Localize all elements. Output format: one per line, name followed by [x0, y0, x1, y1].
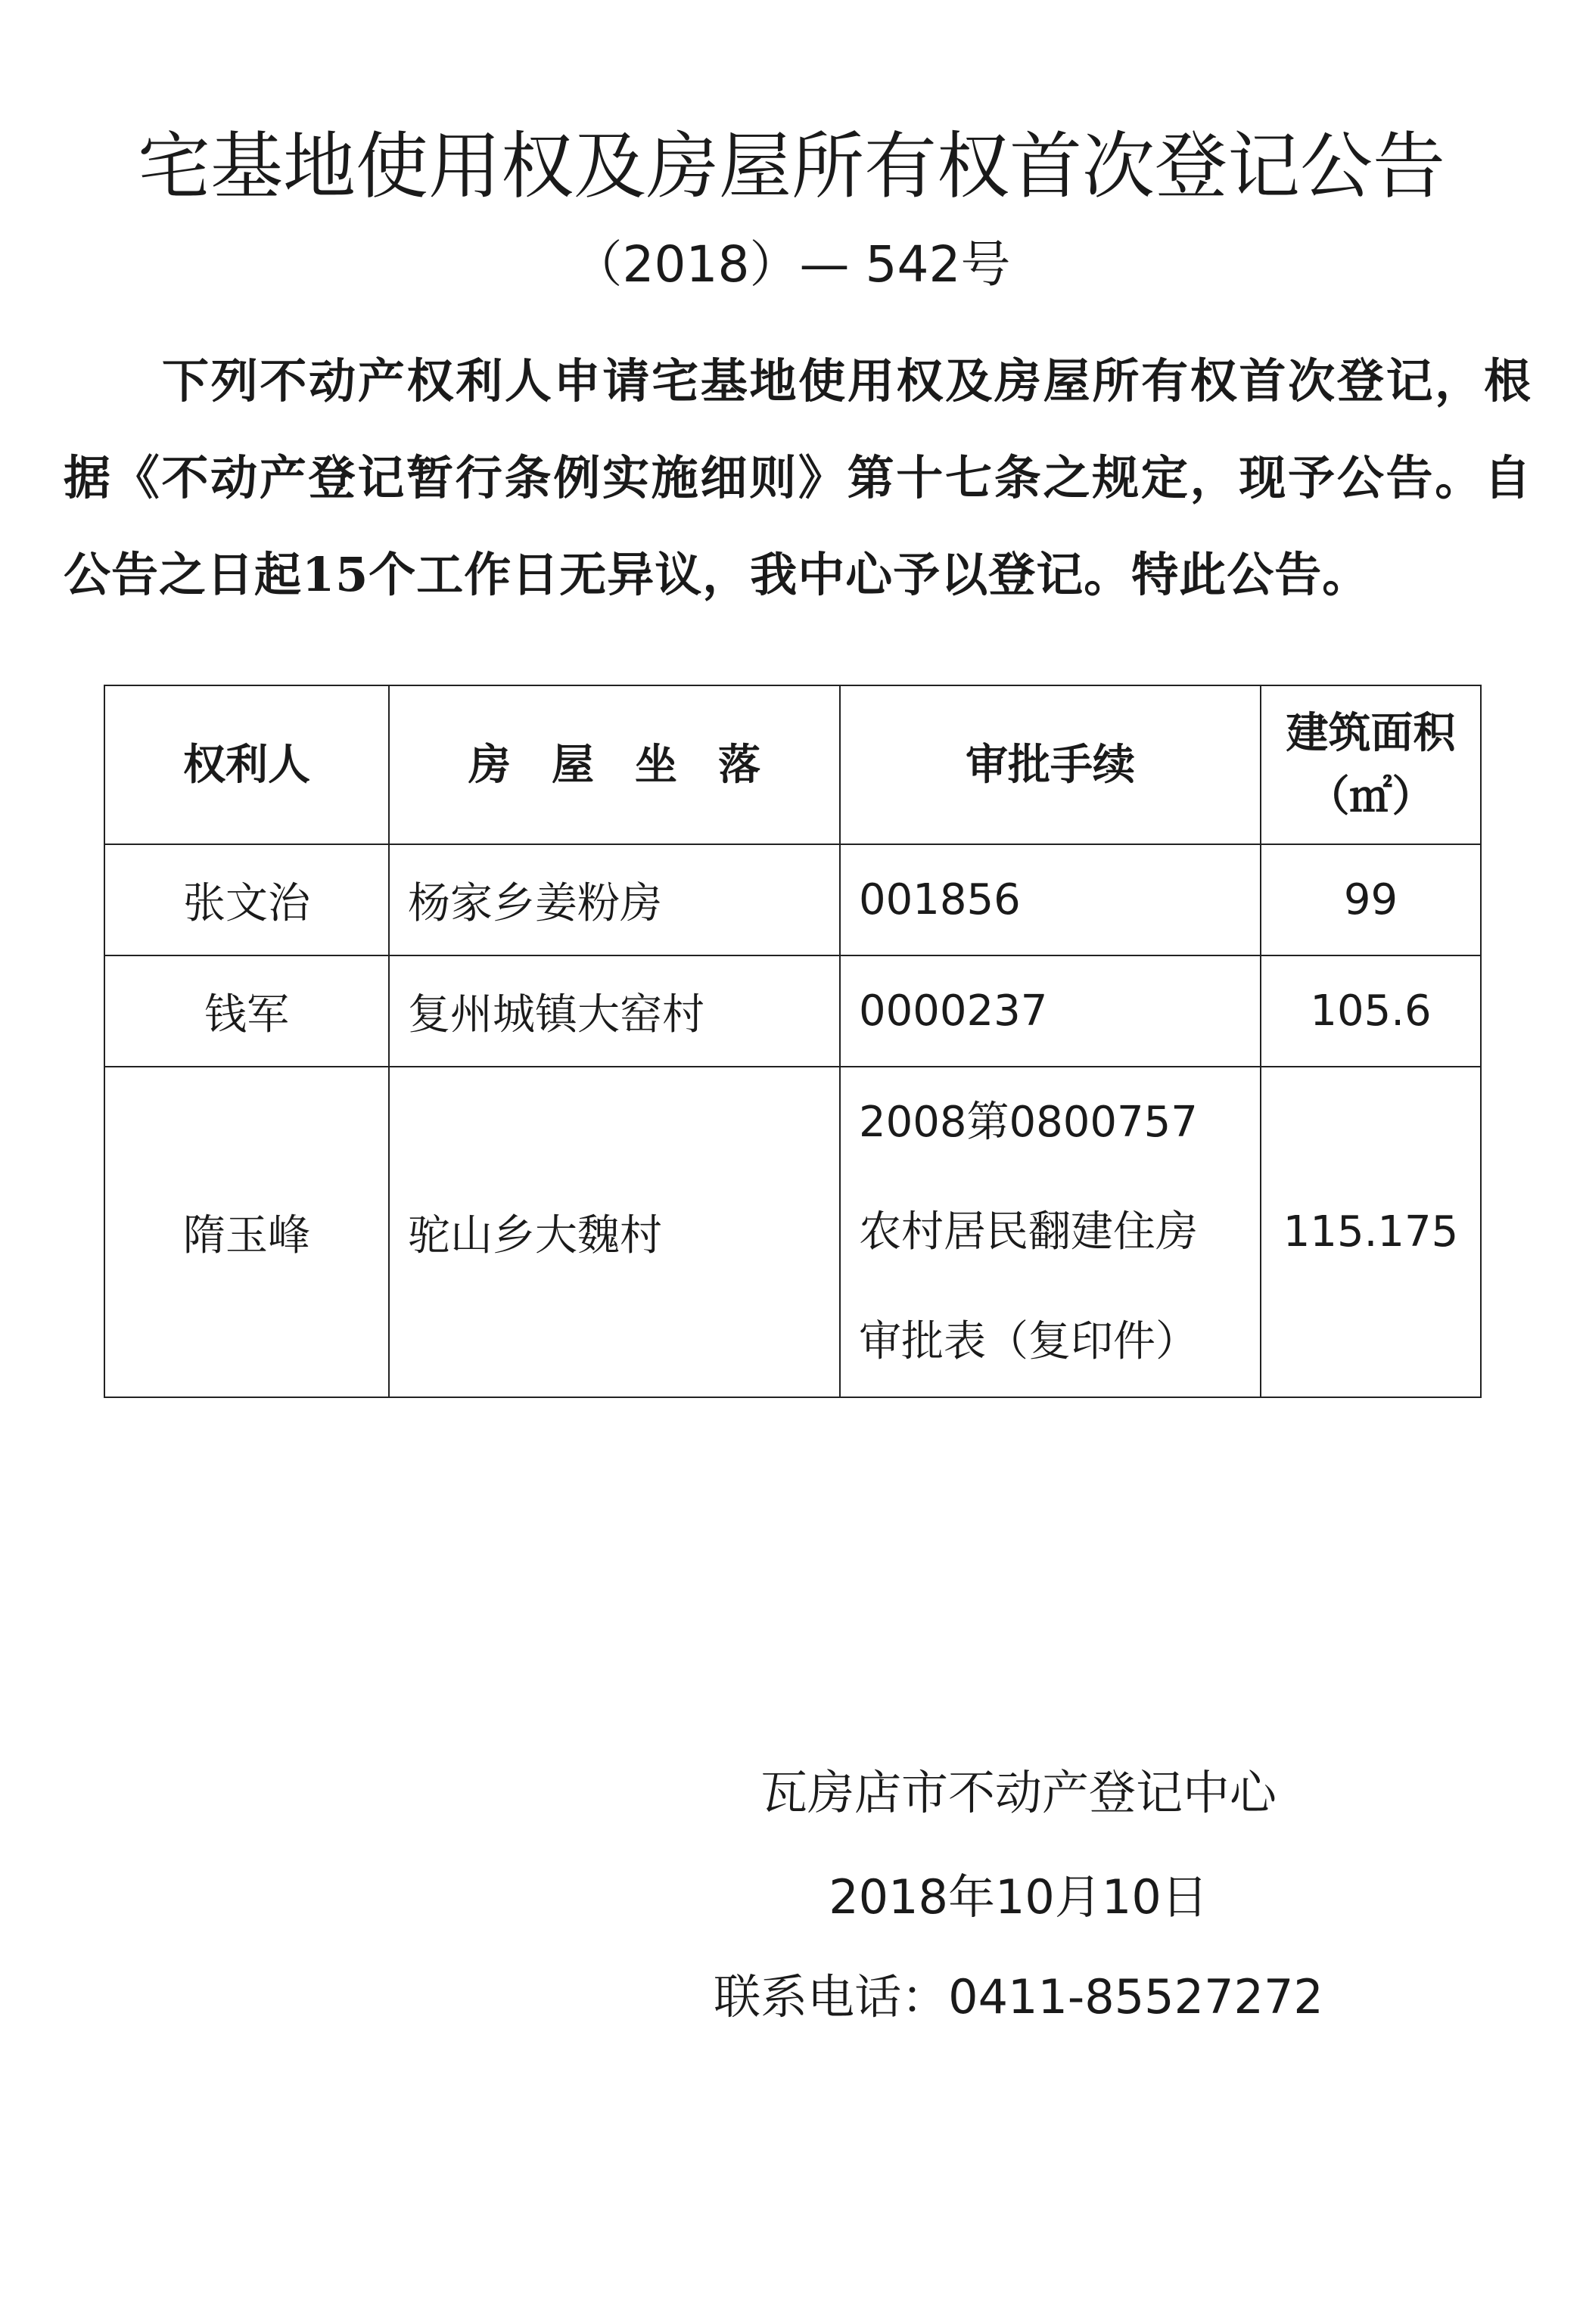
cell-approval-line: 审批表（复印件）: [859, 1317, 1198, 1366]
header-area-line2: （㎡）: [1307, 772, 1435, 822]
cell-approval-line: 2008第0800757: [859, 1098, 1198, 1147]
cell-area: 115.175: [1261, 1067, 1481, 1397]
header-area: [1261, 685, 1481, 844]
issuer-name: 瓦房店市不动产登记中心: [760, 1765, 1277, 1820]
table-header-row: [104, 685, 1481, 844]
cell-approval: 001856: [840, 844, 1261, 955]
registration-table: [104, 685, 1482, 1398]
notice-number: （2018）— 542号: [572, 235, 1011, 294]
cell-approval-line: 农村居民翻建住房: [859, 1207, 1198, 1257]
cell-approval: [840, 1067, 1261, 1397]
header-holder: 权利人: [104, 685, 389, 844]
table-row: [104, 955, 1481, 1067]
cell-approval: 0000237: [840, 955, 1261, 1067]
cell-location: 杨家乡姜粉房: [389, 844, 840, 955]
cell-holder: 隋玉峰: [104, 1067, 389, 1397]
cell-location: 复州城镇大窑村: [389, 955, 840, 1067]
table-row: [104, 1067, 1481, 1397]
header-approval: 审批手续: [840, 685, 1261, 844]
header-location-label: 房屋坐落: [468, 740, 801, 790]
cell-holder: 张文治: [104, 844, 389, 955]
cell-area: 105.6: [1261, 955, 1481, 1067]
table-row: [104, 844, 1481, 955]
header-area-line1: 建筑面积: [1286, 708, 1456, 758]
cell-holder: 钱军: [104, 955, 389, 1067]
cell-location: 驼山乡大魏村: [389, 1067, 840, 1397]
cell-area: 99: [1261, 844, 1481, 955]
contact-phone: 联系电话：0411-85527272: [714, 1969, 1323, 2024]
issue-date: 2018年10月10日: [829, 1869, 1208, 1925]
notice-title: 宅基地使用权及房屋所有权首次登记公告: [138, 124, 1445, 209]
notice-body: 下列不动产权利人申请宅基地使用权及房屋所有权首次登记，根据《不动产登记暂行条例实施细则》第十七条之规定，现予公告。自公告之日起15个工作日无异议，我中心予以登记。特此公告。: [64, 353, 1532, 602]
header-location: [389, 685, 840, 844]
